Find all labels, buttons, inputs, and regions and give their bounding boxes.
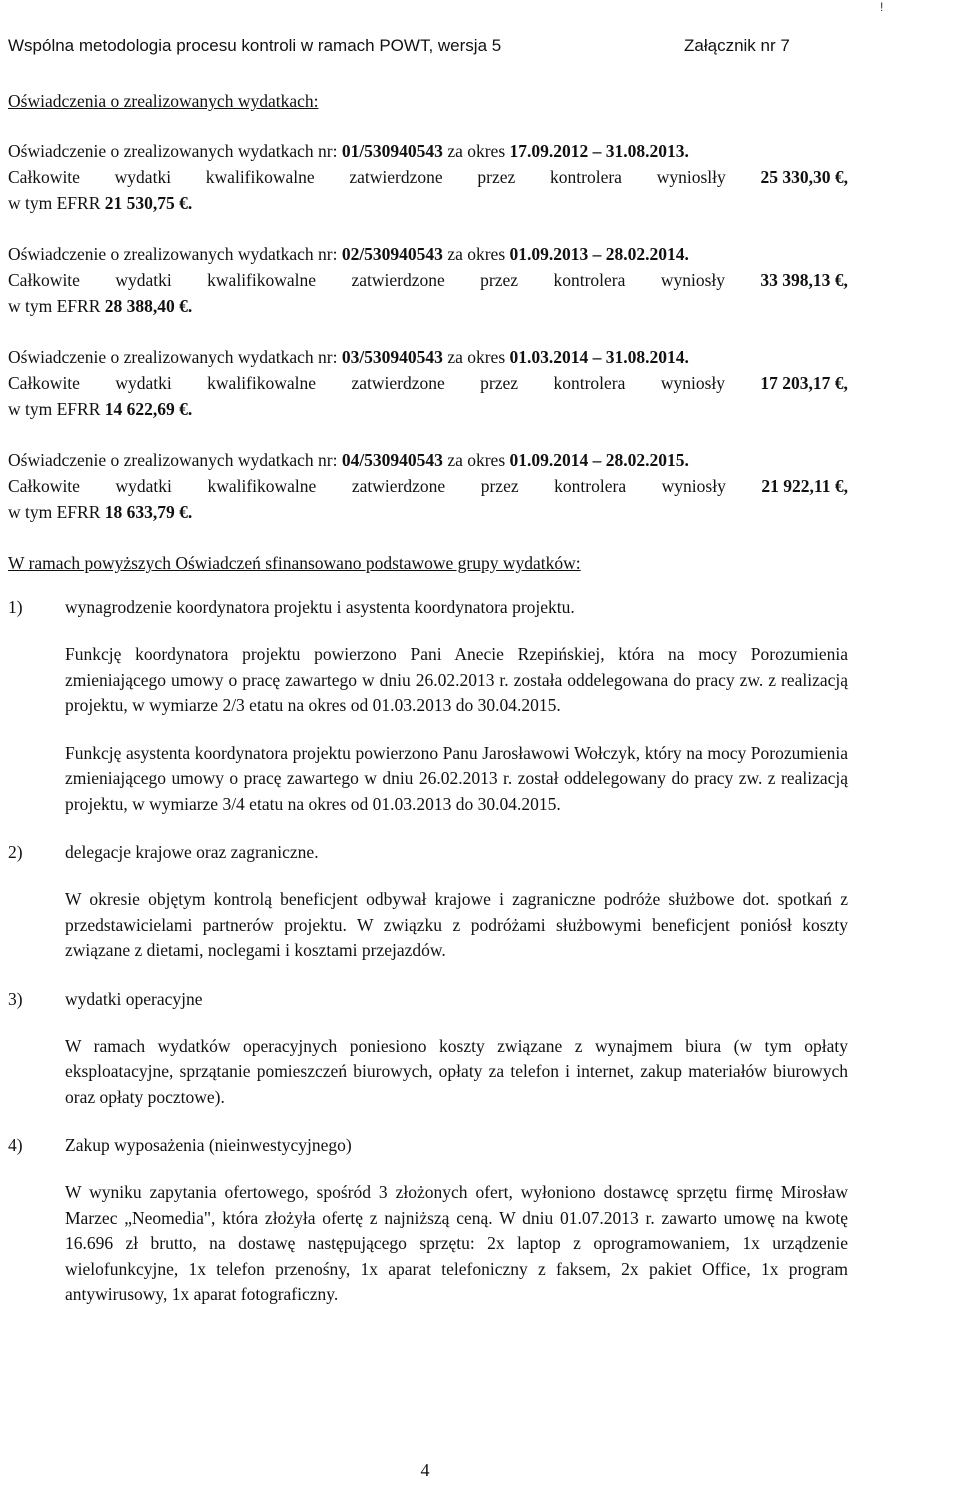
statement-prefix: Oświadczenie o zrealizowanych wydatkach nr: <box>8 244 342 264</box>
expense-group-number: 1) <box>8 597 23 617</box>
expense-group <box>8 839 848 964</box>
statement-total-word: przez <box>477 167 516 187</box>
statement-header <box>8 344 848 370</box>
statement-total-word: wynioslły <box>656 167 726 187</box>
statement-total-line <box>8 370 848 396</box>
statement <box>8 241 848 319</box>
statement-efrr: 14 622,69 €. <box>104 399 193 419</box>
statement-total-word: wydatki <box>115 373 172 393</box>
statement-period: 01.09.2014 – 28.02.2015. <box>509 450 689 470</box>
statement-efrr-label: w tym EFRR <box>8 296 105 316</box>
statement-efrr-line <box>8 190 848 216</box>
statement-total-word: zatwierdzone <box>351 476 446 496</box>
statement-mid: za okres <box>442 244 510 264</box>
statement-total-word: zatwierdzone <box>349 167 443 187</box>
section-title: Oświadczenia o zrealizowanych wydatkach: <box>8 91 319 111</box>
statement <box>8 344 848 422</box>
statement-total-word: kontrolera <box>550 167 622 187</box>
statement-total-word: wydatki <box>115 270 172 290</box>
header-title: Wspólna metodologia procesu kontroli w ramach POWT, wersja 5 <box>8 36 502 55</box>
statement <box>8 447 848 525</box>
statement-total-word: kontrolera <box>553 373 626 393</box>
expense-group-number: 2) <box>8 842 23 862</box>
statement-period: 17.09.2012 – 31.08.2013. <box>509 141 689 161</box>
expense-group <box>8 594 848 817</box>
statement-total-word: wyniosły <box>661 476 726 496</box>
statement-total-word: Całkowite <box>8 476 80 496</box>
statement-total-word: Całkowite <box>8 167 80 187</box>
statement-mid: za okres <box>442 141 510 161</box>
statement-number: 02/530940543 <box>341 244 443 264</box>
statement-total-word: wyniosły <box>660 270 725 290</box>
statement-period: 01.03.2014 – 31.08.2014. <box>509 347 689 367</box>
expense-group-label: wynagrodzenie koordynatora projektu i asystenta koordynatora projektu. <box>65 597 575 617</box>
statement-total-word: przez <box>480 476 519 496</box>
statement-number: 03/530940543 <box>341 347 443 367</box>
statement-prefix: Oświadczenie o zrealizowanych wydatkach nr: <box>8 347 342 367</box>
statement-number: 04/530940543 <box>341 450 443 470</box>
statement-total-word: kontrolera <box>554 476 627 496</box>
statement-mid: za okres <box>442 347 510 367</box>
statement-period: 01.09.2013 – 28.02.2014. <box>509 244 689 264</box>
statement-efrr-line <box>8 499 848 525</box>
statement-header <box>8 241 848 267</box>
statement-total-word: kwalifikowalne <box>207 476 317 496</box>
document-body <box>8 88 848 1330</box>
header-attachment: Załącznik nr 7 <box>684 36 790 55</box>
expense-group-paragraph: W okresie objętym kontrolą beneficjent odbywał krajowe i zagraniczne podróże służbowe dot. spotkań z przedstawicielami partnerów projektu. W związku z podróżami służbowymi beneficjent poniósł koszty związane z dietami, noclegami i kosztami przejazdów. <box>65 889 848 960</box>
expense-group <box>8 986 848 1111</box>
expense-group-paragraph: Funkcję koordynatora projektu powierzono Pani Anecie Rzepińskiej, która na mocy Porozumienia zmieniającego umowy o pracę zawartego w dniu 26.02.2013 r. została oddelegowana do pracy zw. z realizacją projektu, w wymiarze 2/3 etatu na okres od 01.03.2013 do 30.04.2015. <box>65 644 848 715</box>
statement <box>8 138 848 216</box>
statement-total-word: przez <box>480 270 519 290</box>
expense-group-label: Zakup wyposażenia (nieinwestycyjnego) <box>65 1135 352 1155</box>
expense-group-number: 3) <box>8 988 23 1009</box>
statement-mid: za okres <box>442 450 510 470</box>
statement-prefix: Oświadczenie o zrealizowanych wydatkach nr: <box>8 141 342 161</box>
expense-groups-list <box>8 594 848 1308</box>
expense-group-paragraph: W ramach wydatków operacyjnych poniesiono koszty związane z wynajmem biura (w tym opłaty eksploatacyjne, sprzątanie pomieszczeń biurowych, opłaty za telefon i internet, zakup materiałów biurowych oraz opłaty pocztowe). <box>65 1035 848 1107</box>
statement-header <box>8 447 848 473</box>
statement-efrr: 21 530,75 €. <box>104 193 193 213</box>
statement-total-word: Całkowite <box>8 270 80 290</box>
statement-total-line <box>8 164 848 190</box>
corner-mark: ! <box>880 0 884 14</box>
statement-total: 17 203,17 €, <box>760 373 848 393</box>
groups-title: W ramach powyższych Oświadczeń sfinansowano podstawowe grupy wydatków: <box>8 553 581 573</box>
statement-efrr-label: w tym EFRR <box>8 502 105 522</box>
statement-total: 25 330,30 €, <box>760 167 848 187</box>
statement-total-word: wydatki <box>114 167 172 187</box>
statement-efrr: 28 388,40 €. <box>104 296 193 316</box>
page-header <box>8 36 940 66</box>
statement-total-word: wydatki <box>115 476 172 496</box>
statement-efrr: 18 633,79 €. <box>104 502 193 522</box>
statement-efrr-label: w tym EFRR <box>8 193 105 213</box>
statement-number: 01/530940543 <box>341 141 443 161</box>
statement-total-word: kwalifikowalne <box>205 167 315 187</box>
statement-efrr-label: w tym EFRR <box>8 399 105 419</box>
statement-total-word: przez <box>480 373 519 393</box>
expense-group-number: 4) <box>8 1135 23 1155</box>
page-number: 4 <box>420 1460 430 1480</box>
statements-list <box>8 138 848 525</box>
expense-group-paragraph: W wyniku zapytania ofertowego, spośród 3 złożonych ofert, wyłoniono dostawcę sprzętu firmę Mirosław Marzec „Neomedia", która złożyła ofertę z najniższą ceną. W dniu 01.07.2013 r. zawarto umowę na kwotę 16.696 zł brutto, na dostawę następującego sprzętu: 2x laptop z oprogramowaniem, 1x urządzenie wielofunkcyjne, 1x telefon przenośny, 1x aparat telefoniczny z faksem, 2x pakiet Office, 1x program antywirusowy, 1x aparat fotograficzny. <box>65 1182 848 1304</box>
statement-total-line <box>8 473 848 499</box>
expense-group-label: wydatki operacyjne <box>65 988 203 1009</box>
statement-total-word: kwalifikowalne <box>207 373 317 393</box>
statement-total: 33 398,13 €, <box>760 270 848 290</box>
statement-total-word: kwalifikowalne <box>207 270 317 290</box>
statement-total-word: wyniosły <box>660 373 725 393</box>
statement-total-word: zatwierdzone <box>351 270 445 290</box>
statement-total-word: zatwierdzone <box>351 373 445 393</box>
statement-header <box>8 138 848 164</box>
expense-group-paragraph: Funkcję asystenta koordynatora projektu powierzono Panu Jarosławowi Wołczyk, który na mocy Porozumienia zmieniającego umowy o pracę zawartego w dniu 26.02.2013 r. został oddelegowany do pracy zw. z realizacją projektu, w wymiarze 3/4 etatu na okres od 01.03.2013 do 30.04.2015. <box>65 742 848 814</box>
expense-group <box>8 1132 848 1308</box>
statement-total-word: Całkowite <box>8 373 80 393</box>
statement-efrr-line <box>8 293 848 319</box>
statement-prefix: Oświadczenie o zrealizowanych wydatkach nr: <box>8 450 342 470</box>
expense-group-label: delegacje krajowe oraz zagraniczne. <box>65 842 319 862</box>
statement-efrr-line <box>8 396 848 422</box>
statement-total: 21 922,11 €, <box>761 476 848 496</box>
statement-total-line <box>8 267 848 293</box>
statement-total-word: kontrolera <box>553 270 626 290</box>
